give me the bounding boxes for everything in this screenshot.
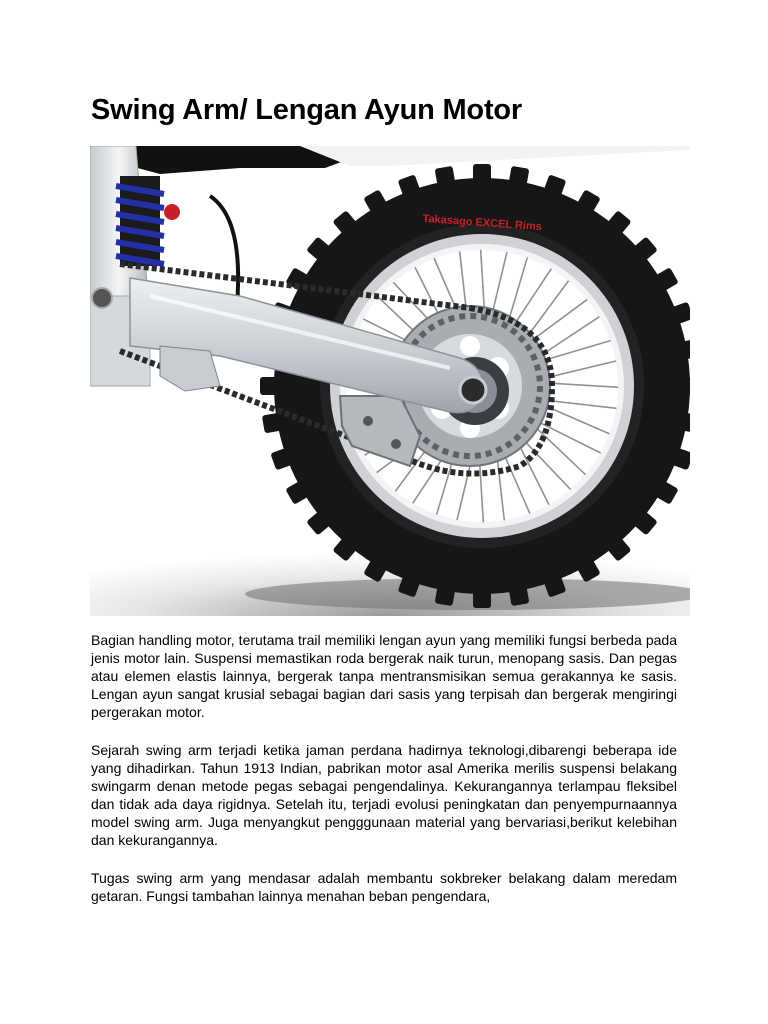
motorcycle-rear-wheel-photo [90,146,690,616]
axle-nut [460,377,486,403]
paragraph-3: Tugas swing arm yang mendasar adalah membantu sokbreker belakang dalam meredam getaran. Fungsi tambahan lainnya menahan beban pengendara, [91,870,677,904]
swingarm-pivot [92,288,112,308]
body-text [91,631,677,925]
seat-underside [300,146,690,166]
rear-shock-spring [116,176,180,266]
paragraph-2: Sejarah swing arm terjadi ketika jaman perdana hadirnya teknologi,dibarengi beberapa ide yang dihadirkan. Tahun 1913 Indian, pabrikan motor asal Amerika merilis suspensi belakang swingarm denan metode pegas sebagai pengendalinya. Kekurangannya terlampau fleksibel dan tidak ada daya rigidnya. Setelah itu, terjadi evolusi peningkatan dan penyempurnaannya model swing arm. Juga menyangkut pengggunaan material yang bervariasi,berikut kelebihan dan kekurangannya. [91,742,677,848]
document-title: Swing Arm/ Lengan Ayun Motor [91,94,523,126]
suspension-linkage [160,346,220,391]
paragraph-1: Bagian handling motor, terutama trail memiliki lengan ayun yang memiliki fungsi berbeda pada jenis motor lain. Suspensi memastikan roda bergerak naik turun, menopang sasis. Dan pegas atau elemen elastis lainnya, bergerak tanpa mentransmisikan semua gerakannya ke sasis. Lengan ayun sangat krusial sebagai bagian dari sasis yang terpisah dan bergerak mengiringi pergerakan motor. [91,632,677,720]
rim-brand-logo: Takasago EXCEL Rims [422,212,543,234]
